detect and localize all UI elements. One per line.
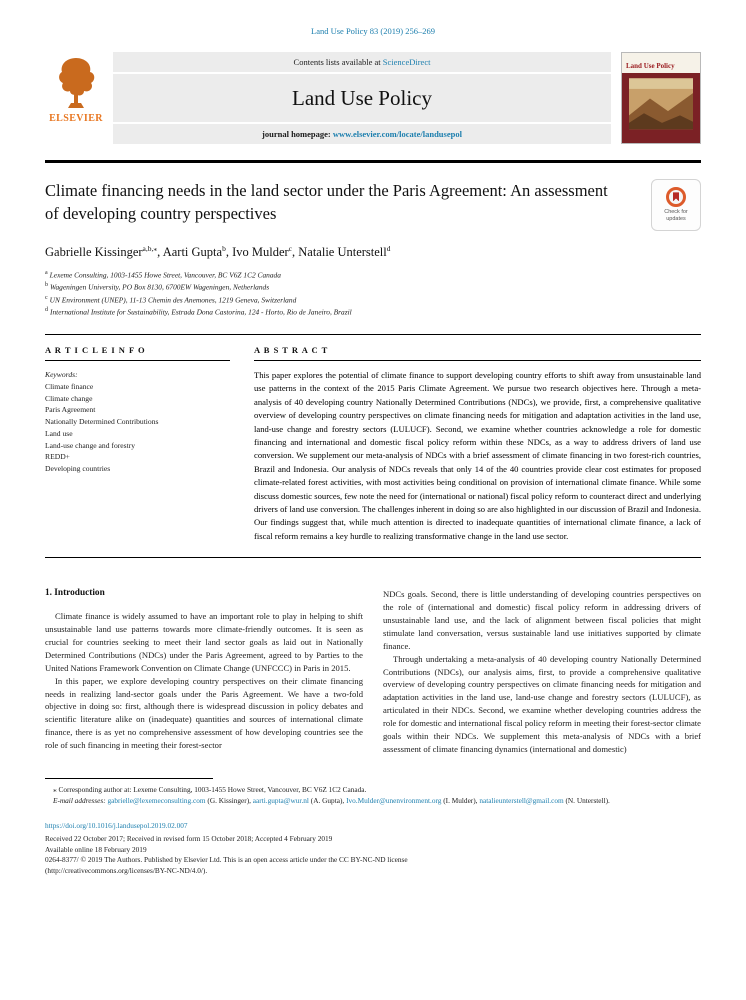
received-history: Received 22 October 2017; Received in revised form 15 October 2018; Accepted 4 February 2019 [45, 834, 333, 844]
sciencedirect-link[interactable]: ScienceDirect [382, 57, 431, 67]
author-name: Natalie Unterstell$^d$ [298, 244, 391, 260]
check-for-updates-label [664, 209, 688, 223]
homepage-label: journal homepage: [262, 129, 333, 139]
section-heading-introduction: 1. Introduction [45, 588, 105, 599]
affiliation-line: $^d$ International Institute for Sustainability, Estrada Dona Castorina, 124 - Horto, Rio de Janeiro, Brazil [45, 306, 352, 317]
email-link[interactable]: gabrielle@lexemeconsulting.com [107, 795, 206, 805]
abstract-heading: A B S T R A C T [254, 345, 701, 361]
title-row [45, 179, 701, 231]
email-link[interactable]: Ivo.Mulder@unenvironment.org [346, 795, 442, 805]
keywords-label: Keywords: [45, 369, 78, 379]
email-addresses-note: E-mail addresses: gabrielle@lexemeconsulting.com (G. Kissinger), aarti.gupta@wur.nl (A. Gupta), Ivo.Mulder@unenvironment.org (I. Mulder), natalieunterstell@gmail.com (N. Unterstell). [53, 795, 610, 805]
author-affiliation-sup: d [386, 244, 391, 253]
available-online: Available online 18 February 2019 [45, 844, 147, 854]
cover-journal-title: Land Use Policy [626, 62, 675, 70]
author-name: Ivo Mulder$^c$, [232, 244, 299, 260]
body-paragraph: Through undertaking a meta-analysis of 40 developing country Nationally Determined Contributions (NDCs), our analysis aims, first, to provide a comprehensive qualitative overview of developing country perspectives on climate financing needs for mitigation and adaptation activities in the land use, land-use change and forestry sectors (LULUCF), as articulated in their NDCs. Second, we examine whether developing countries address the role for domestic and international fiscal policy reform in meeting their forest-sector climate goals within their NDCs. We supplement this meta-analysis of NDCs with a brief assessment of climate financing dynamics (international and domestic) [383, 653, 701, 754]
author-affiliation-sup: a,b,⁎ [142, 244, 158, 253]
elsevier-tree-icon [55, 56, 97, 110]
imprint-block [45, 821, 701, 877]
keyword: Paris Agreement [45, 405, 96, 415]
body-paragraph: NDCs goals. Second, there is little understanding of developing countries perspectives on the role of (international and domestic) fiscal policy reform in addressing drivers of unsustainable land use, and the lack of alignment between fiscal policies that might stimulate land conversation, versus sustainable land use initiatives supported by climate finance. [383, 589, 701, 651]
author-name: Aarti Gupta$^b$, [162, 244, 233, 260]
keywords-list [45, 369, 230, 475]
check-for-updates-badge[interactable] [651, 179, 701, 231]
cover-painting-icon [622, 73, 700, 143]
masthead-center [113, 52, 611, 144]
elsevier-logo [45, 52, 107, 144]
keyword: Nationally Determined Contributions [45, 417, 159, 427]
affiliation-line: $^a$ Lexeme Consulting, 1003-1455 Howe Street, Vancouver, BC V6Z 1C2 Canada [45, 270, 281, 280]
homepage-link[interactable]: www.elsevier.com/locate/landusepol [332, 129, 462, 139]
keyword: REDD+ [45, 452, 70, 462]
affiliations [45, 269, 701, 318]
badge-line1: Check for [664, 208, 688, 215]
contents-line [113, 52, 611, 74]
abstract-column [254, 345, 701, 543]
keyword: Climate finance [45, 381, 94, 391]
license-url: (http://creativecommons.org/licenses/BY-NC-ND/4.0/). [45, 866, 208, 876]
cover-header [622, 53, 700, 73]
doi-link[interactable]: https://doi.org/10.1016/j.landusepol.2019.02.007 [45, 820, 188, 830]
article-info-heading: A R T I C L E I N F O [45, 345, 230, 361]
journal-cover-thumbnail [621, 52, 701, 144]
keyword: Land use [45, 428, 73, 438]
article-body [45, 588, 701, 756]
crossmark-flag-icon [673, 192, 679, 201]
email-label: E-mail addresses: [53, 795, 108, 805]
body-column-left [45, 588, 363, 756]
article-title: Climate financing needs in the land sector under the Paris Agreement: An assessment of developing country perspectives [45, 181, 608, 224]
journal-masthead [45, 52, 701, 144]
crossmark-icon [666, 187, 686, 207]
affiliation-line: $^b$ Wageningen University, PO Box 8130, 6700EW Wageningen, Netherlands [45, 282, 270, 292]
body-column-right [383, 588, 701, 756]
journal-citation: Land Use Policy 83 (2019) 256–269 [311, 26, 435, 36]
cover-artwork [622, 73, 700, 143]
article-info-column [45, 345, 230, 543]
footnote-divider [45, 778, 213, 779]
body-paragraph: In this paper, we explore developing country perspectives on their climate financing needs in realizing land-sector goals under the Paris Agreement. We have a two-fold objective in doing so: first, although there is widespread discussion in policy debates and scientific literature alike on (inadequate) quantities and sources of international climate finance, there is as yet no comprehensive assessment of how developing countries see the role of such financing in meeting their forest-sector [45, 675, 363, 751]
body-paragraph: Climate finance is widely assumed to have an important role to play in helping to shift unsustainable land use patterns towards more climate-friendly outcomes. It is seen as crucial for countries seeking to meet their land sector goals as laid out in Nationally Determined Contributions (NDCs) under the Paris Agreement, agreed to by Parties to the United Nations Framework Convention on Climate Change (UNFCCC) in Paris in 2015. [45, 611, 363, 673]
abstract-text: This paper explores the potential of climate finance to support developing country efforts to shift away from unsustainable land use patterns in the context of the 2015 Paris Climate Agreement. We pursue two research objectives here. Through a meta-analysis of 40 developing country Nationally Determined Contributions (NDCs), we provide, first, a comprehensive qualitative overview of developing country perspectives on climate financing needs for mitigation and adaptation activities in the land use, land-use change and forestry sectors (LULUCF). Second, we examine whether countries acknowledge a role for domestic financing and international and domestic fiscal policy reform within these NDCs, as a way to address drivers of land use conversion. We supplement our meta-analysis of NDCs with a brief assessment of climate financing in two forest-rich countries, Brazil and Indonesia. Our analysis of NDCs reveals that only 14 of the 40 countries provide clear cost estimates for proposed climate-related forest activities, with most activities being conditional on provision of international climate finance. While some discuss domestic sources, few note the need for (international or national) fiscal policy reform to counteract direct and underlying drivers of land use conversion. The challenges inherent in doing so are also highlighted in our discussion of Brazil and Indonesia. Our findings suggest that, while much attention is directed to inadequate quantities of international climate finance, a lack of fiscal reform remains a key hurdle to realizing transformative change in the land use sector. [254, 369, 701, 541]
affiliation-line: $^c$ UN Environment (UNEP), 11-13 Chemin des Anemones, 1219 Geneva, Switzerland [45, 294, 297, 305]
email-link[interactable]: aarti.gupta@wur.nl [252, 795, 309, 805]
keyword: Land-use change and forestry [45, 440, 136, 450]
author-affiliation-sup: b [222, 244, 226, 253]
copyright-line: 0264-8377/ © 2019 The Authors. Published by Elsevier Ltd. This is an open access article under the CC BY-NC-ND license [45, 855, 408, 865]
homepage-line [113, 122, 611, 144]
footnotes [45, 785, 701, 807]
elsevier-wordmark: ELSEVIER [49, 113, 103, 124]
keyword: Developing countries [45, 464, 111, 474]
authors-line [45, 244, 701, 260]
masthead-divider [45, 160, 701, 163]
author-name: Gabrielle Kissinger$^{a,b,⁎}$, [45, 244, 163, 260]
article-info-abstract-band [45, 334, 701, 558]
contents-prefix: Contents lists available at [293, 57, 383, 67]
journal-title: Land Use Policy [292, 85, 432, 110]
badge-line2: updates [666, 216, 686, 222]
author-affiliation-sup: c [288, 244, 292, 253]
keyword: Climate change [45, 393, 93, 403]
email-link[interactable]: natalieunterstell@gmail.com [479, 795, 564, 805]
corresponding-author-note: ⁎ Corresponding author at: Lexeme Consulting, 1003-1455 Howe Street, Vancouver, BC V6Z 1C2 Canada. [53, 784, 367, 794]
